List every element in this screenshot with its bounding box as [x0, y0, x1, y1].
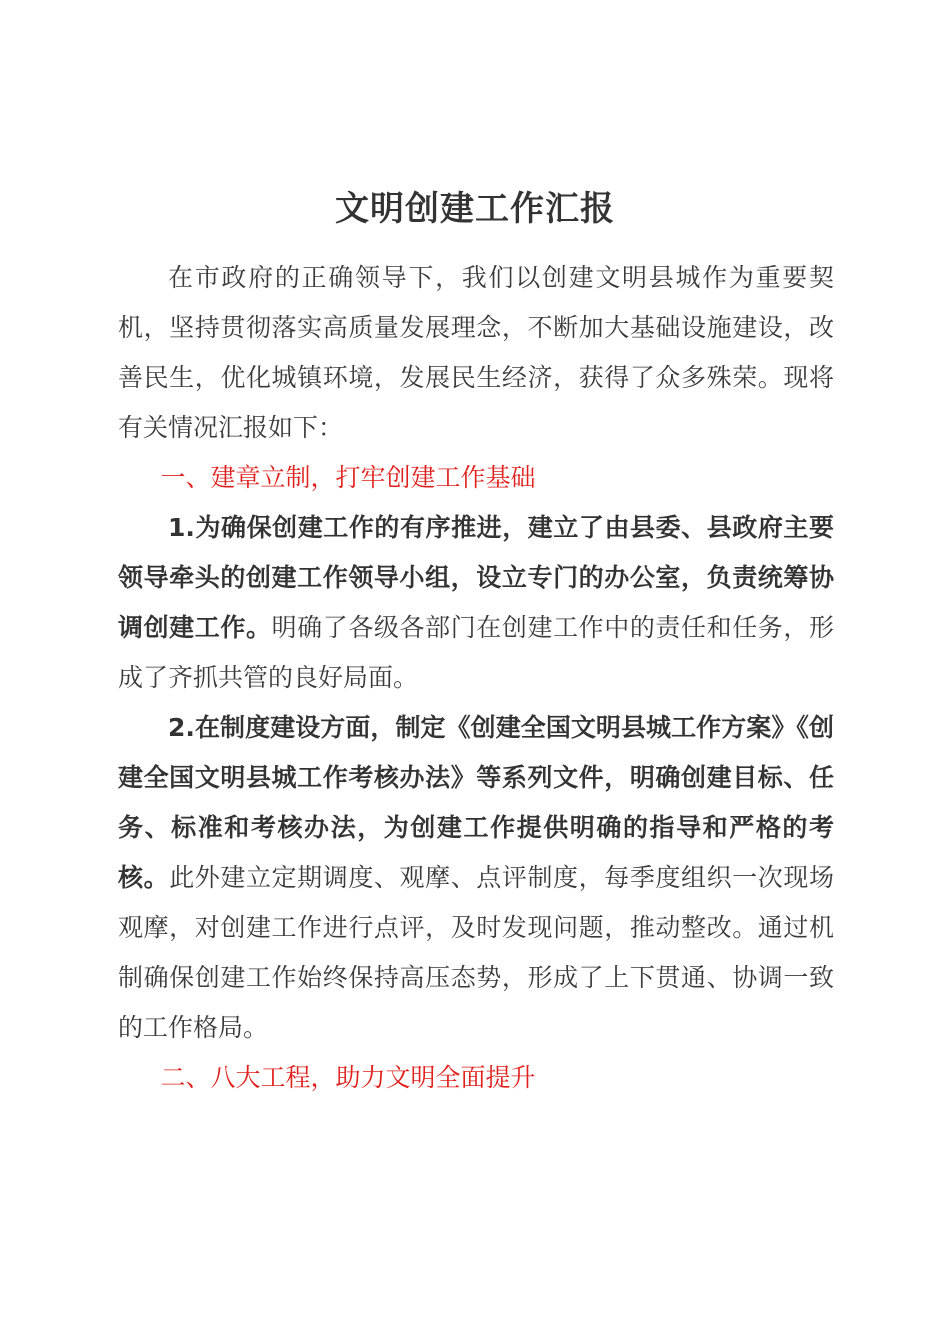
document-body: [118, 253, 834, 1103]
section-heading-2: 二、八大工程，助力文明全面提升: [160, 1063, 536, 1092]
item-2-text: 此外建立定期调度、观摩、点评制度，每季度组织一次现场观摩，对创建工作进行点评，及时发现问题，推动整改。通过机制确保创建工作始终保持高压态势，形成了上下贯通、协调一致的工作格局。: [118, 863, 834, 1042]
document-title: 文明创建工作汇报: [335, 189, 615, 229]
intro-paragraph: 在市政府的正确领导下，我们以创建文明县城作为重要契机，坚持贯彻落实高质量发展理念，不断加大基础设施建设，改善民生，优化城镇环境，发展民生经济，获得了众多殊荣。现将有关情况汇报如下：: [118, 263, 834, 442]
item-2-bold-text: 2.在制度建设方面，制定《创建全国文明县城工作方案》《创建全国文明县城工作考核办法》等系列文件，明确创建目标、任务、标准和考核办法，为创建工作提供明确的指导和严格的考核。: [118, 713, 834, 892]
section-heading-1: 一、建章立制，打牢创建工作基础: [160, 463, 536, 492]
item-paragraph-2: [118, 703, 834, 1053]
item-1-bold-text: 1.为确保创建工作的有序推进，建立了由县委、县政府主要领导牵头的创建工作领导小组，设立专门的办公室，负责统筹协调创建工作。: [118, 513, 834, 642]
item-paragraph-1: [118, 503, 834, 703]
item-1-text: 明确了各级各部门在创建工作中的责任和任务，形成了齐抓共管的良好局面。: [118, 613, 834, 692]
